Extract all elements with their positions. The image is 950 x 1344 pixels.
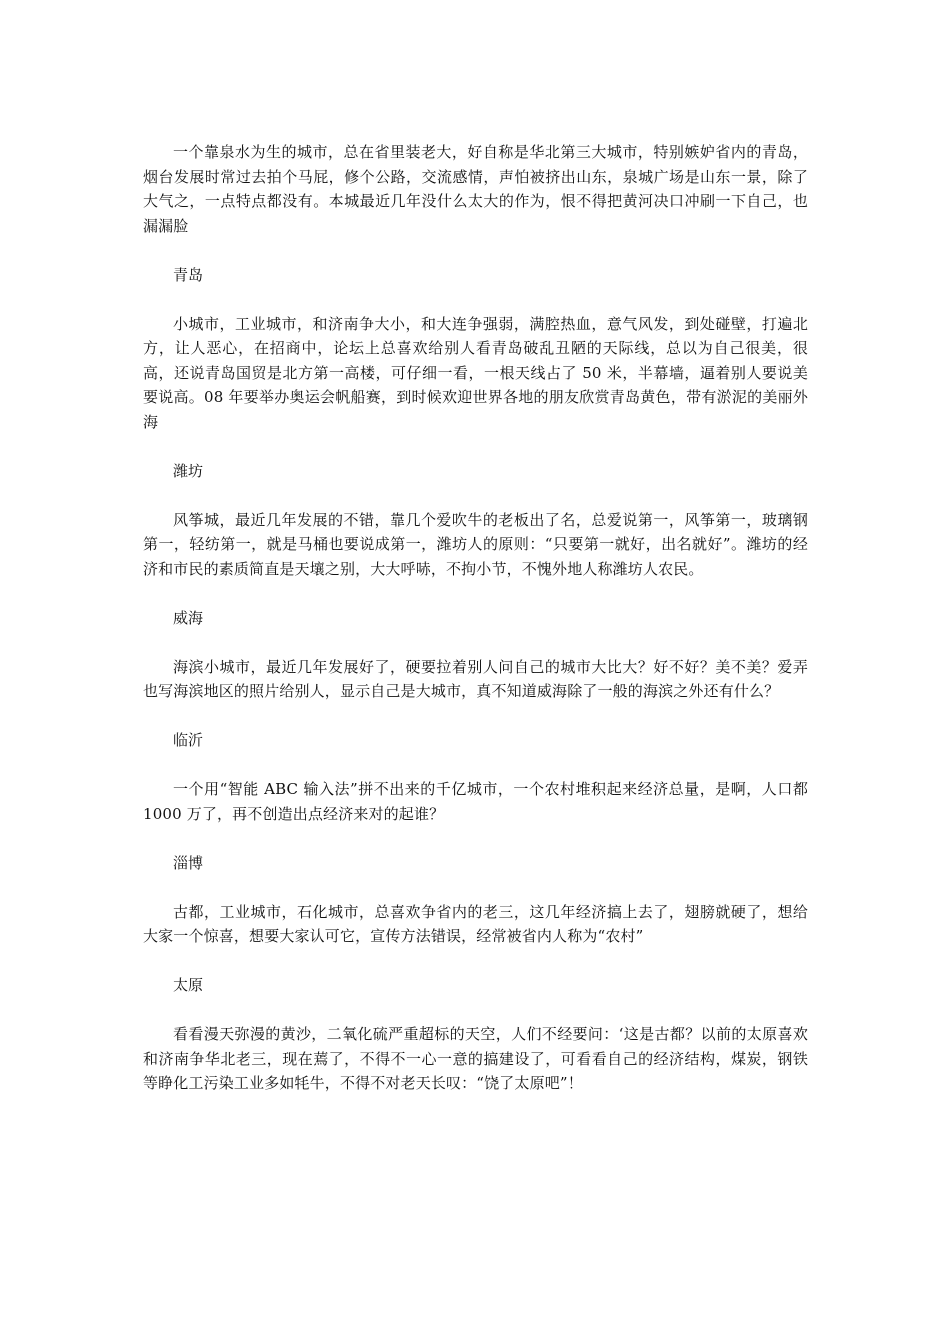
section-paragraph-linyi: 一个用“智能 ABC 输入法”拼不出来的千亿城市，一个农村堆积起来经济总量，是啊，人口都 1000 万了，再不创造出点经济来对的起谁？ [143, 780, 808, 823]
section-heading-taiyuan: 太原 [173, 976, 204, 994]
section-paragraph-taiyuan: 看看漫天弥漫的黄沙，二氧化硫严重超标的天空，人们不经要问：‘这是古都？以前的太原喜欢和济南争华北老三，现在蔫了，不得不一心一意的搞建设了，可看看自己的经济结构，煤炭，钢铁等睁化工污染工业多如牦牛，不得不对老天长叹：“饶了太原吧”！ [143, 1025, 808, 1092]
section-heading-qingdao: 青岛 [173, 265, 204, 284]
section-heading-zibo: 淄博 [173, 853, 204, 872]
section-heading-weifang: 潍坊 [173, 461, 204, 480]
section-heading-weihai: 威海 [173, 608, 204, 627]
document-page [143, 140, 808, 1120]
section-paragraph-weifang: 风筝城，最近几年发展的不错，靠几个爱吹牛的老板出了名，总爱说第一，风筝第一，玻璃钢第一，轻纺第一，就是马桶也要说成第一，潍坊人的原则：“只要第一就好，出名就好”。潍坊的经济和市民的素质简直是天壤之别，大大呼哧，不拘小节，不愧外地人称潍坊人农民。 [143, 510, 808, 578]
section-heading-linyi: 临沂 [173, 731, 204, 749]
section-paragraph-weihai: 海滨小城市，最近几年发展好了，硬要拉着别人问自己的城市大比大？好不好？美不美？爱弄也写海滨地区的照片给别人，显示自己是大城市，真不知道威海除了一般的海滨之外还有什么？ [143, 657, 808, 700]
section-paragraph-qingdao: 小城市，工业城市，和济南争大小，和大连争强弱，满腔热血，意气风发，到处碰壁，打遍北方，让人恶心，在招商中，论坛上总喜欢给别人看青岛破乱丑陋的天际线，总以为自己很美，很高，还说青岛国贸是北方第一高楼，可仔细一看，一根天线占了 50 米，半幕墙，逼着别人要说美要说高。08 年要举办奥运会帆船赛，到时候欢迎世界各地的朋友欣赏青岛黄色，带有淤泥的美丽外海 [143, 314, 808, 431]
intro-paragraph: 一个靠泉水为生的城市，总在省里装老大，好自称是华北第三大城市，特别嫉妒省内的青岛，烟台发展时常过去拍个马屁，修个公路，交流感情，声怕被挤出山东，泉城广场是山东一景，除了大气之，一点特点都没有。本城最近几年没什么太大的作为，恨不得把黄河决口冲刷一下自己，也漏漏脸 [143, 143, 808, 235]
section-paragraph-zibo: 古都，工业城市，石化城市，总喜欢争省内的老三，这几年经济搞上去了，翅膀就硬了，想给大家一个惊喜，想要大家认可它，宣传方法错误，经常被省内人称为“农村” [143, 902, 808, 945]
